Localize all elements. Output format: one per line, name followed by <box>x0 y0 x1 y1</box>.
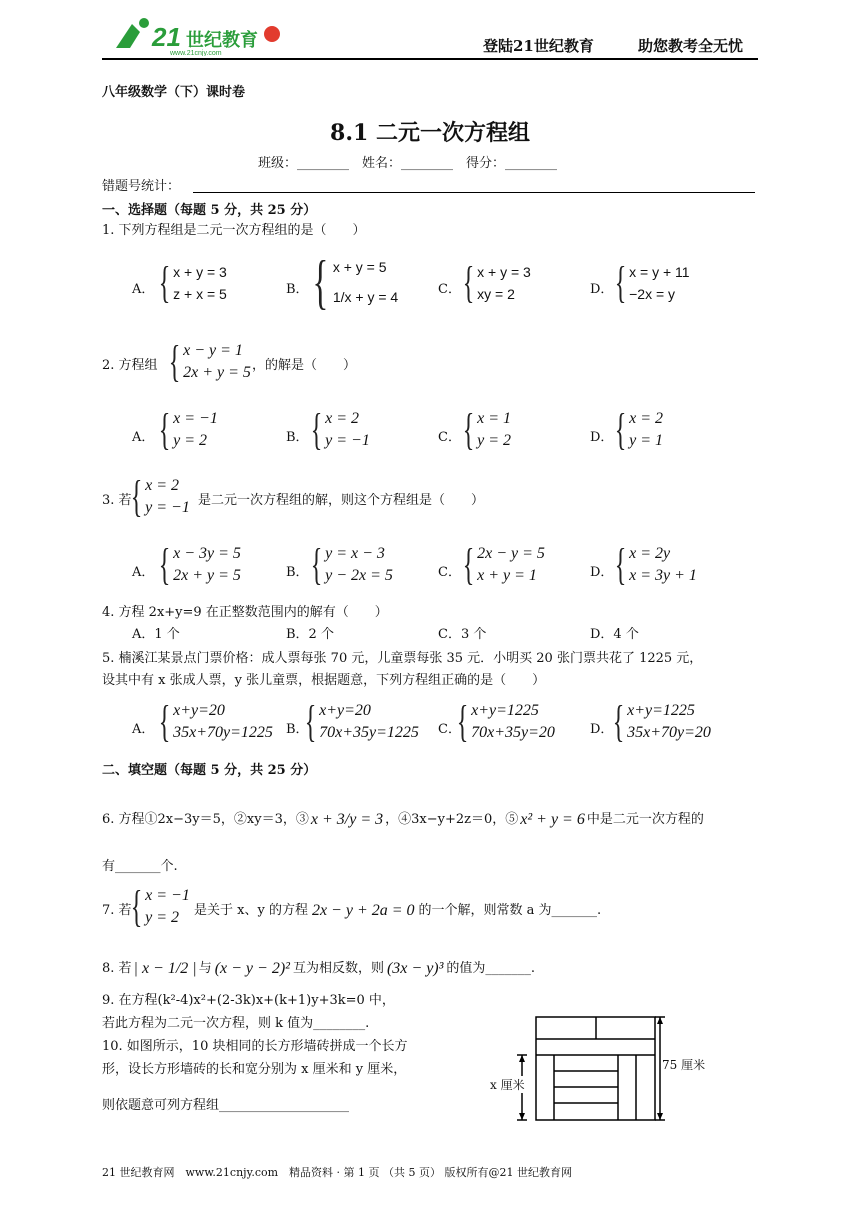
q5-option-b-label: B． <box>286 722 309 737</box>
q3-option-a: { x − 3y = 5 2x + y = 5 <box>158 540 241 589</box>
q5-option-a-label: A． <box>132 722 155 737</box>
q1-option-d: { x = y + 11 −2x = y <box>614 258 690 307</box>
q6-math-3: x + 3/y = 3 <box>310 811 384 828</box>
q1-option-b-label: B． <box>286 282 309 297</box>
q1-stem: 1. 下列方程组是二元一次方程组的是（ ） <box>102 223 366 238</box>
q4-option-d: D．4 个 <box>590 627 639 642</box>
q3-option-b-label: B． <box>286 565 309 580</box>
q1-option-c: { x + y = 3 xy = 2 <box>462 258 531 307</box>
q3-stem-post: 是二元一次方程组的解，则这个方程组是（ ） <box>198 493 485 508</box>
q6-line-2: 有_______个. <box>102 859 178 874</box>
q4-option-c: C．3 个 <box>438 627 487 642</box>
q5-stem-1: 5. 楠溪江某景点门票价格：成人票每张 70 元，儿童票每张 35 元．小明买 20 张门票共花了 1225 元， <box>102 651 703 666</box>
q5-option-c-label: C． <box>438 722 461 737</box>
section-2-heading: 二、填空题（每题 5 分，共 25 分） <box>102 763 317 778</box>
q10-line-3: 则依题意可列方程组____________________ <box>102 1098 350 1113</box>
q5-option-b: { x+y=20 70x+35y=1225 <box>304 697 419 746</box>
q3-option-d-label: D． <box>590 565 614 580</box>
q9-line-2: 若此方程为二元一次方程，则 k 值为________. <box>102 1016 370 1031</box>
q7-system: { x = −1 y = 2 <box>130 882 190 931</box>
q1-option-b: { x + y = 5 1/x + y = 4 <box>312 249 399 315</box>
fig-label-75: 75 厘米 <box>662 1058 706 1072</box>
q5-option-c: { x+y=1225 70x+35y=20 <box>456 697 555 746</box>
q1-option-d-label: D． <box>590 282 614 297</box>
error-stat-label: 错题号统计： <box>102 179 181 194</box>
q6-line-1: 6. 方程①2x−3y＝5，②xy＝3，③ x + 3/y = 3 ，④3x−y+2z＝0，⑤ x² + y = 6 中是二元一次方程的 <box>102 811 704 828</box>
brick-figure <box>486 1010 716 1126</box>
q2-option-d-label: D． <box>590 430 614 445</box>
q2-option-b-label: B． <box>286 430 309 445</box>
logo <box>110 14 290 56</box>
header-slogan-2: 助您教考全无忧 <box>638 37 744 55</box>
q3-option-c-label: C． <box>438 565 461 580</box>
q9-line-1: 9. 在方程(k²-4)x²+(2-3k)x+(k+1)y+3k=0 中， <box>102 993 395 1008</box>
q6-math-5: x² + y = 6 <box>520 811 585 828</box>
fig-label-x: x 厘米 <box>490 1078 525 1092</box>
q2-stem-post: ，的解是（ ） <box>252 358 357 373</box>
q3-system: { x = 2 y = −1 <box>130 472 190 521</box>
q7-stem-rest: 是关于 x、y 的方程 2x − y + 2a = 0 的一个解，则常数 a 为_______. <box>194 902 602 919</box>
q2-stem-pre: 2. 方程组 <box>102 358 158 373</box>
q10-line-1: 10. 如图所示，10 块相同的长方形墙砖拼成一个长方 <box>102 1039 408 1054</box>
q2-option-c: { x = 1 y = 2 <box>462 405 512 454</box>
q2-option-d: { x = 2 y = 1 <box>614 405 664 454</box>
q8-line: 8. 若 | x − 1/2 | 与 (x − y − 2)² 互为相反数，则 (3x − y)³ 的值为_______. <box>102 960 536 977</box>
q2-system: { x − y = 1 2x + y = 5 <box>168 337 251 386</box>
q2-option-c-label: C． <box>438 430 461 445</box>
q1-option-c-label: C． <box>438 282 461 297</box>
q2-option-a-label: A． <box>132 430 155 445</box>
student-info: 班级：________ 姓名：________ 得分：________ <box>258 156 558 171</box>
q1-option-a-label: A． <box>132 282 155 297</box>
q2-option-b: { x = 2 y = −1 <box>310 405 370 454</box>
q3-option-a-label: A． <box>132 565 155 580</box>
header-divider <box>102 58 758 60</box>
q10-line-2: 形，设长方形墙砖的长和宽分别为 x 厘米和 y 厘米， <box>102 1062 407 1077</box>
error-stat-line <box>193 192 755 193</box>
q3-option-d: { x = 2y x = 3y + 1 <box>614 540 697 589</box>
q5-option-d: { x+y=1225 35x+70y=20 <box>612 697 711 746</box>
page-title: 8.1 二元一次方程组 <box>330 120 530 146</box>
page-footer: 21 世纪教育网 www.21cnjy.com 精品资料 · 第 1 页 （共 5 页） 版权所有@21 世纪教育网 <box>102 1166 573 1179</box>
q4-option-a: A．1 个 <box>132 627 180 642</box>
q5-option-d-label: D． <box>590 722 614 737</box>
svg-text:21: 21 <box>152 22 181 52</box>
q3-option-c: { 2x − y = 5 x + y = 1 <box>462 540 545 589</box>
svg-text:www.21cnjy.com: www.21cnjy.com <box>170 50 222 56</box>
q2-option-a: { x = −1 y = 2 <box>158 405 218 454</box>
q5-option-a: { x+y=20 35x+70y=1225 <box>158 697 273 746</box>
q4-option-b: B．2 个 <box>286 627 334 642</box>
section-1-heading: 一、选择题（每题 5 分，共 25 分） <box>102 203 317 218</box>
q1-option-a: { x + y = 3 z + x = 5 <box>158 258 227 307</box>
header-slogan-1: 登陆21世纪教育 <box>483 37 594 55</box>
q5-stem-2: 设其中有 x 张成人票，y 张儿童票，根据题意，下列方程组正确的是（ ） <box>102 673 546 688</box>
q4-stem: 4. 方程 2x+y=9 在正整数范围内的解有（ ） <box>102 605 388 620</box>
q7-stem-pre: 7. 若 <box>102 903 132 918</box>
q3-stem-pre: 3. 若 <box>102 493 132 508</box>
q3-option-b: { y = x − 3 y − 2x = 5 <box>310 540 393 589</box>
course-label: 八年级数学（下）课时卷 <box>102 85 246 100</box>
svg-text:世纪教育: 世纪教育 <box>186 30 258 51</box>
logo-icon <box>110 14 290 56</box>
